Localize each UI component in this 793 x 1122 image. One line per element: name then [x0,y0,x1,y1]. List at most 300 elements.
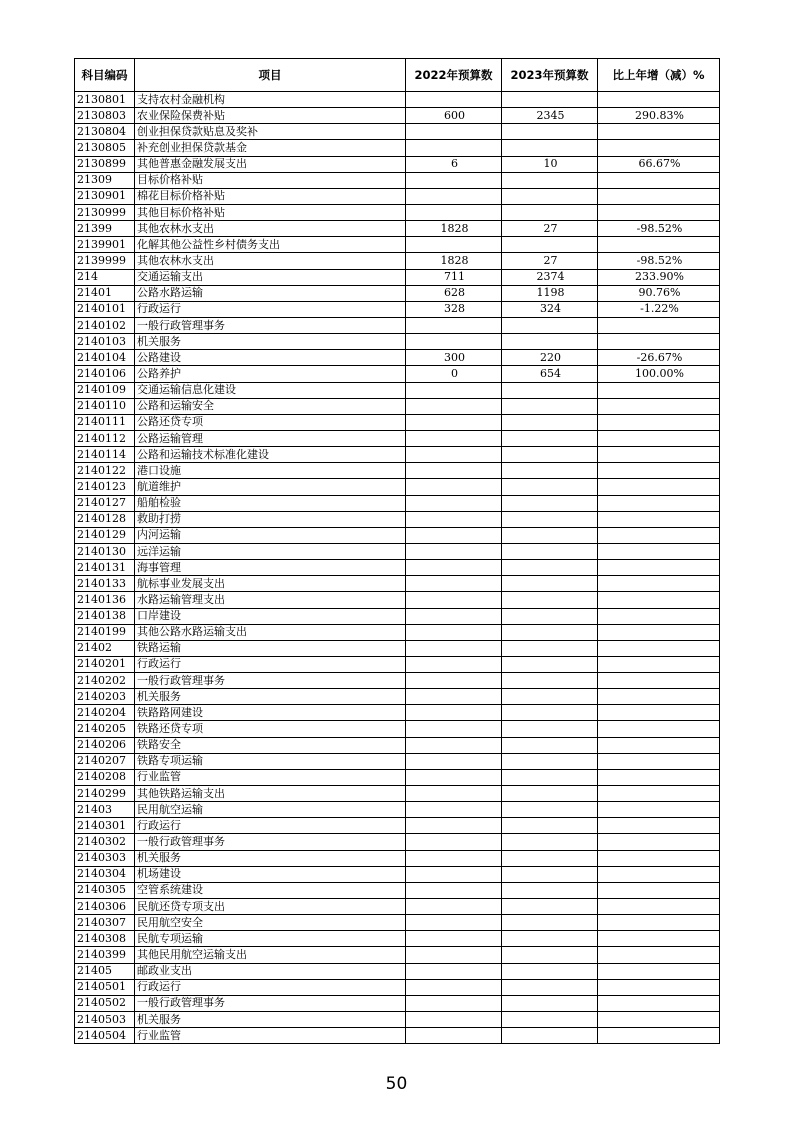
cell-2023-budget [502,447,598,463]
table-row [75,689,720,705]
cell-code: 2140106 [75,366,135,382]
cell-change-percent [598,963,720,979]
cell-2023-budget [502,834,598,850]
cell-change-percent: 90.76% [598,285,720,301]
cell-change-percent [598,334,720,350]
cell-2022-budget: 600 [406,108,502,124]
cell-2022-budget [406,915,502,931]
cell-item: 机关服务 [135,689,406,705]
cell-2022-budget: 0 [406,366,502,382]
cell-2023-budget [502,382,598,398]
table-row [75,495,720,511]
cell-2022-budget: 1828 [406,253,502,269]
cell-2022-budget [406,866,502,882]
cell-2023-budget [502,188,598,204]
cell-change-percent [598,1028,720,1044]
table-row [75,947,720,963]
cell-item: 水路运输管理支出 [135,592,406,608]
cell-item: 救助打捞 [135,511,406,527]
table-row [75,511,720,527]
cell-code: 2140307 [75,915,135,931]
table-row [75,769,720,785]
cell-2023-budget [502,334,598,350]
cell-item: 公路水路运输 [135,285,406,301]
cell-code: 2140303 [75,850,135,866]
cell-code: 2140133 [75,576,135,592]
header-item: 项目 [135,59,406,92]
cell-code: 2140102 [75,317,135,333]
cell-2023-budget [502,624,598,640]
table-row [75,721,720,737]
table-row [75,1012,720,1028]
table-row [75,673,720,689]
table-row [75,108,720,124]
cell-2023-budget [502,398,598,414]
cell-change-percent [598,414,720,430]
cell-2023-budget [502,124,598,140]
cell-change-percent [598,656,720,672]
cell-item: 公路建设 [135,350,406,366]
cell-code: 2140131 [75,560,135,576]
cell-item: 航道维护 [135,479,406,495]
cell-code: 2140112 [75,430,135,446]
cell-code: 2130999 [75,204,135,220]
cell-2023-budget [502,640,598,656]
header-code: 科目编码 [75,59,135,92]
cell-code: 2140138 [75,608,135,624]
cell-code: 2140308 [75,931,135,947]
cell-change-percent [598,543,720,559]
cell-code: 2140306 [75,899,135,915]
table-row [75,350,720,366]
cell-change-percent [598,608,720,624]
table-row [75,366,720,382]
table-row [75,92,720,108]
cell-2022-budget [406,737,502,753]
cell-change-percent [598,721,720,737]
cell-change-percent [598,882,720,898]
table-row [75,221,720,237]
header-2022-budget: 2022年预算数 [406,59,502,92]
cell-2022-budget [406,850,502,866]
cell-2022-budget [406,834,502,850]
cell-2022-budget [406,317,502,333]
cell-change-percent [598,92,720,108]
cell-change-percent [598,382,720,398]
cell-2023-budget [502,1012,598,1028]
cell-code: 2140103 [75,334,135,350]
table-header [75,59,720,92]
cell-2023-budget [502,92,598,108]
cell-change-percent: -98.52% [598,221,720,237]
cell-item: 机场建设 [135,866,406,882]
cell-item: 邮政业支出 [135,963,406,979]
cell-2022-budget [406,899,502,915]
cell-item: 机关服务 [135,334,406,350]
cell-item: 机关服务 [135,850,406,866]
cell-code: 2140206 [75,737,135,753]
cell-2022-budget [406,188,502,204]
table-row [75,430,720,446]
table-row [75,656,720,672]
cell-item: 其他农林水支出 [135,221,406,237]
cell-change-percent [598,947,720,963]
cell-item: 内河运输 [135,527,406,543]
cell-change-percent [598,576,720,592]
cell-2023-budget [502,317,598,333]
table-row [75,576,720,592]
cell-change-percent [598,640,720,656]
cell-2022-budget [406,608,502,624]
cell-2022-budget: 300 [406,350,502,366]
cell-item: 棉花目标价格补贴 [135,188,406,204]
table-row [75,560,720,576]
cell-2022-budget [406,543,502,559]
cell-item: 公路运输管理 [135,430,406,446]
cell-2022-budget: 711 [406,269,502,285]
table-row [75,398,720,414]
cell-item: 交通运输支出 [135,269,406,285]
cell-code: 2140201 [75,656,135,672]
cell-2023-budget: 2345 [502,108,598,124]
cell-2022-budget [406,1012,502,1028]
cell-code: 2140123 [75,479,135,495]
cell-2023-budget [502,511,598,527]
cell-change-percent [598,237,720,253]
table-row [75,140,720,156]
cell-change-percent [598,204,720,220]
cell-code: 2140202 [75,673,135,689]
cell-item: 行政运行 [135,656,406,672]
cell-item: 铁路路网建设 [135,705,406,721]
cell-code: 2140111 [75,414,135,430]
cell-change-percent [598,818,720,834]
cell-code: 21309 [75,172,135,188]
cell-item: 化解其他公益性乡村债务支出 [135,237,406,253]
cell-2023-budget [502,866,598,882]
cell-2023-budget: 324 [502,301,598,317]
cell-code: 2130899 [75,156,135,172]
cell-code: 2140204 [75,705,135,721]
table-row [75,463,720,479]
cell-item: 创业担保贷款贴息及奖补 [135,124,406,140]
cell-2023-budget [502,430,598,446]
cell-change-percent [598,705,720,721]
cell-code: 2130901 [75,188,135,204]
table-row [75,237,720,253]
cell-code: 2139999 [75,253,135,269]
cell-2022-budget [406,237,502,253]
table-row [75,269,720,285]
table-row [75,979,720,995]
cell-code: 214 [75,269,135,285]
cell-item: 空管系统建设 [135,882,406,898]
cell-change-percent [598,802,720,818]
cell-change-percent [598,850,720,866]
table-row [75,786,720,802]
cell-change-percent [598,899,720,915]
cell-code: 2140136 [75,592,135,608]
cell-code: 2130804 [75,124,135,140]
cell-2023-budget [502,463,598,479]
cell-2023-budget [502,140,598,156]
cell-2022-budget [406,673,502,689]
cell-change-percent [598,1012,720,1028]
cell-2022-budget [406,721,502,737]
cell-2023-budget [502,899,598,915]
cell-2022-budget [406,204,502,220]
cell-code: 2140104 [75,350,135,366]
cell-code: 2140501 [75,979,135,995]
cell-2023-budget [502,656,598,672]
table-row [75,124,720,140]
cell-2022-budget [406,495,502,511]
cell-2023-budget [502,802,598,818]
cell-change-percent [598,673,720,689]
cell-item: 行政运行 [135,818,406,834]
cell-2023-budget [502,931,598,947]
cell-2023-budget [502,979,598,995]
cell-change-percent [598,447,720,463]
cell-item: 公路和运输技术标准化建设 [135,447,406,463]
cell-2023-budget: 10 [502,156,598,172]
table-row [75,301,720,317]
cell-code: 2140203 [75,689,135,705]
cell-item: 目标价格补贴 [135,172,406,188]
table-row [75,850,720,866]
budget-table [74,58,720,1044]
cell-2023-budget: 1198 [502,285,598,301]
cell-2022-budget [406,802,502,818]
table-row [75,479,720,495]
cell-code: 2130803 [75,108,135,124]
cell-2022-budget [406,172,502,188]
cell-2022-budget [406,786,502,802]
cell-change-percent [598,124,720,140]
table-row [75,204,720,220]
cell-change-percent: 100.00% [598,366,720,382]
cell-item: 公路养护 [135,366,406,382]
cell-2022-budget [406,511,502,527]
cell-change-percent [598,979,720,995]
cell-2022-budget [406,124,502,140]
cell-item: 港口设施 [135,463,406,479]
cell-2022-budget [406,592,502,608]
cell-code: 2140207 [75,753,135,769]
table-row [75,882,720,898]
cell-code: 2140304 [75,866,135,882]
cell-item: 其他公路水路运输支出 [135,624,406,640]
cell-2023-budget: 2374 [502,269,598,285]
cell-item: 行业监管 [135,1028,406,1044]
cell-code: 2140109 [75,382,135,398]
cell-item: 民航专项运输 [135,931,406,947]
cell-code: 21405 [75,963,135,979]
cell-item: 口岸建设 [135,608,406,624]
cell-item: 其他农林水支出 [135,253,406,269]
table-row [75,931,720,947]
cell-2022-budget [406,1028,502,1044]
table-row [75,899,720,915]
table-row [75,753,720,769]
table-row [75,317,720,333]
cell-code: 2130805 [75,140,135,156]
cell-code: 2140504 [75,1028,135,1044]
cell-2022-budget [406,818,502,834]
cell-2022-budget [406,624,502,640]
cell-code: 2140503 [75,1012,135,1028]
cell-2022-budget [406,430,502,446]
table-row [75,963,720,979]
table-row [75,818,720,834]
table-row [75,624,720,640]
cell-2022-budget [406,947,502,963]
cell-2023-budget [502,947,598,963]
cell-change-percent [598,317,720,333]
cell-change-percent [598,931,720,947]
cell-code: 2140399 [75,947,135,963]
cell-2022-budget [406,656,502,672]
cell-code: 2140127 [75,495,135,511]
cell-code: 2130801 [75,92,135,108]
cell-item: 其他铁路运输支出 [135,786,406,802]
cell-code: 2140299 [75,786,135,802]
cell-item: 民用航空运输 [135,802,406,818]
table-row [75,608,720,624]
page-number: 50 [385,1074,408,1094]
cell-code: 2140122 [75,463,135,479]
cell-code: 2140302 [75,834,135,850]
cell-2022-budget [406,463,502,479]
cell-2022-budget [406,640,502,656]
cell-code: 21399 [75,221,135,237]
cell-2023-budget [502,769,598,785]
cell-2022-budget [406,931,502,947]
cell-2023-budget [502,786,598,802]
cell-2023-budget [502,608,598,624]
cell-2022-budget [406,527,502,543]
table-row [75,382,720,398]
cell-2022-budget: 6 [406,156,502,172]
cell-change-percent [598,172,720,188]
cell-code: 21402 [75,640,135,656]
cell-2023-budget [502,1028,598,1044]
cell-item: 其他目标价格补贴 [135,204,406,220]
cell-2022-budget [406,753,502,769]
cell-2022-budget [406,576,502,592]
cell-code: 2140305 [75,882,135,898]
cell-2023-budget [502,963,598,979]
cell-2022-budget [406,882,502,898]
cell-change-percent [598,430,720,446]
cell-item: 行业监管 [135,769,406,785]
cell-2023-budget [502,995,598,1011]
table-row [75,705,720,721]
cell-code: 2140199 [75,624,135,640]
cell-code: 2139901 [75,237,135,253]
cell-2023-budget [502,560,598,576]
table-row [75,188,720,204]
cell-2023-budget [502,737,598,753]
cell-item: 交通运输信息化建设 [135,382,406,398]
cell-2022-budget [406,414,502,430]
cell-change-percent [598,624,720,640]
cell-change-percent: -98.52% [598,253,720,269]
cell-2023-budget: 654 [502,366,598,382]
table-row [75,543,720,559]
cell-2022-budget [406,560,502,576]
cell-item: 一般行政管理事务 [135,317,406,333]
cell-2023-budget [502,172,598,188]
cell-item: 行政运行 [135,979,406,995]
table-row [75,527,720,543]
cell-2023-budget [502,705,598,721]
cell-item: 机关服务 [135,1012,406,1028]
cell-2023-budget [502,753,598,769]
cell-2022-budget [406,979,502,995]
cell-change-percent [598,398,720,414]
cell-item: 农业保险保费补贴 [135,108,406,124]
cell-item: 行政运行 [135,301,406,317]
cell-change-percent [598,834,720,850]
cell-item: 支持农村金融机构 [135,92,406,108]
cell-2023-budget [502,543,598,559]
cell-change-percent: -26.67% [598,350,720,366]
cell-2023-budget [502,850,598,866]
cell-item: 铁路还贷专项 [135,721,406,737]
table-row [75,737,720,753]
cell-2023-budget [502,576,598,592]
cell-2023-budget [502,882,598,898]
cell-change-percent [598,753,720,769]
cell-code: 2140129 [75,527,135,543]
cell-item: 一般行政管理事务 [135,673,406,689]
cell-item: 公路还贷专项 [135,414,406,430]
cell-2023-budget [502,479,598,495]
cell-2023-budget [502,721,598,737]
cell-2022-budget [406,769,502,785]
cell-2022-budget [406,92,502,108]
cell-item: 海事管理 [135,560,406,576]
table-row [75,172,720,188]
table-row [75,592,720,608]
cell-code: 2140128 [75,511,135,527]
cell-item: 补充创业担保贷款基金 [135,140,406,156]
table-row [75,834,720,850]
cell-2023-budget [502,495,598,511]
cell-2022-budget [406,995,502,1011]
cell-item: 远洋运输 [135,543,406,559]
cell-2022-budget [406,963,502,979]
table-row [75,1028,720,1044]
cell-change-percent [598,560,720,576]
cell-item: 公路和运输安全 [135,398,406,414]
cell-change-percent [598,737,720,753]
cell-2022-budget [406,705,502,721]
cell-2023-budget [502,527,598,543]
cell-2022-budget [406,398,502,414]
cell-2023-budget [502,414,598,430]
cell-2023-budget [502,915,598,931]
cell-item: 船舶检验 [135,495,406,511]
cell-2022-budget: 1828 [406,221,502,237]
cell-change-percent: 233.90% [598,269,720,285]
cell-2022-budget [406,334,502,350]
cell-2022-budget [406,689,502,705]
cell-2023-budget [502,689,598,705]
table-row [75,414,720,430]
cell-item: 铁路专项运输 [135,753,406,769]
